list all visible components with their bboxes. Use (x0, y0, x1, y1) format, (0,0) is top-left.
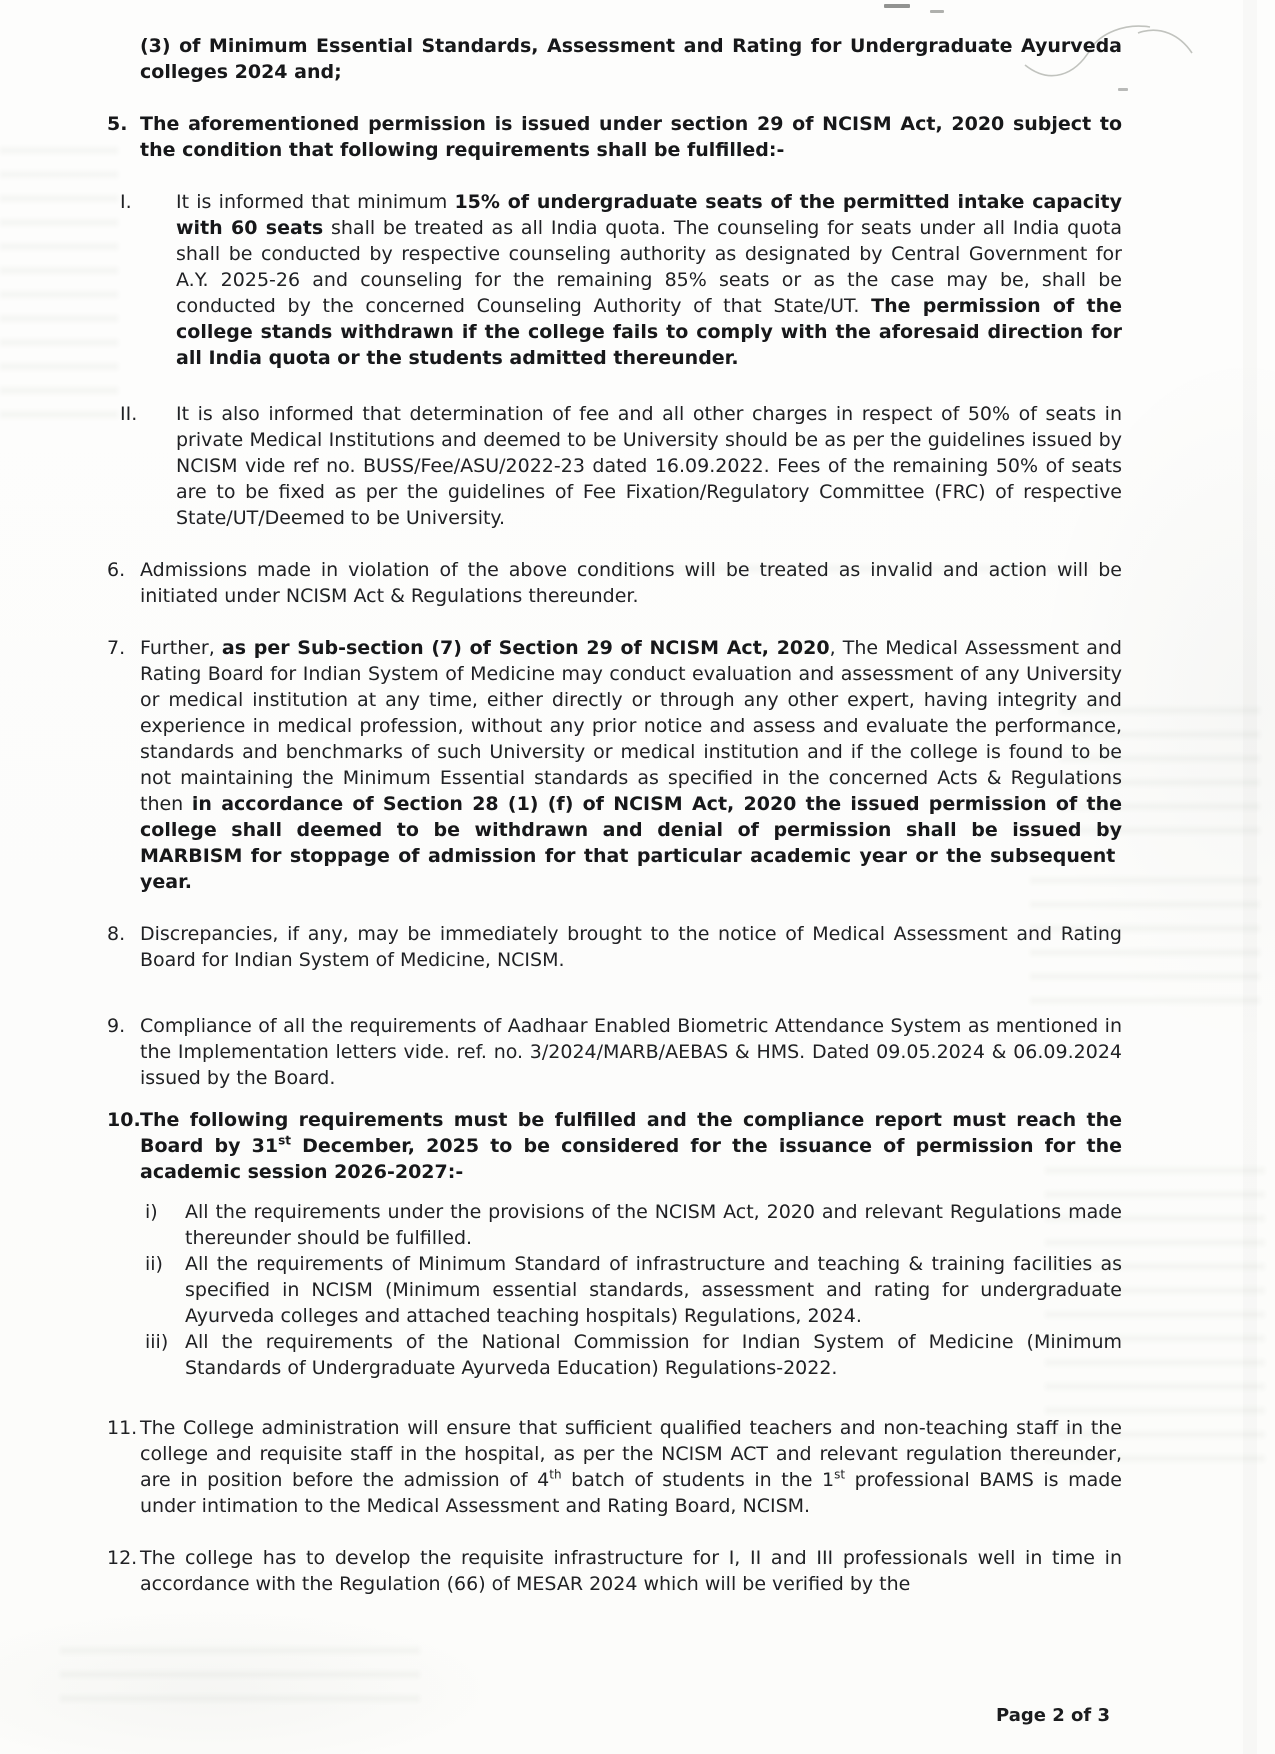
paragraph-text: It is also informed that determination of fee and all other charges in respect of 50% of seats in private Medical Institutions and deemed to be University should be as per the guidelines issued by NCISM vide ref no. BUSS/Fee/ASU/2022-23 dated 16.09.2022. Fees of the remaining 50% of seats are to be fixed as per the guidelines of Fee Fixation/Regulatory Committee (FRC) of respective State/UT/Deemed to be University. (176, 403, 1122, 529)
list-marker: 11. (107, 1417, 138, 1439)
paragraph-text: The aforementioned permission is issued under section 29 of NCISM Act, 2020 subject to the condition that following requirements shall be fulfilled:- (140, 113, 1122, 161)
list-marker: ii) (145, 1253, 163, 1275)
paragraph (107, 635, 1122, 895)
paragraph (107, 1329, 1122, 1381)
list-marker: 6. (107, 559, 126, 581)
list-marker: II. (120, 403, 138, 425)
paragraph (107, 1545, 1122, 1597)
list-marker: 8. (107, 923, 126, 945)
list-marker: iii) (145, 1331, 169, 1353)
paragraph (107, 1107, 1122, 1185)
paragraph-text: All the requirements of the National Commission for Indian System of Medicine (Minimum Standards of Undergraduate Ayurveda Education) Regulations-2022. (185, 1331, 1122, 1379)
paragraph (107, 1199, 1122, 1251)
scan-speck (884, 4, 910, 8)
bleed-through-artifact (60, 1630, 420, 1710)
paragraph-text: It is informed that minimum 15% of undergraduate seats of the permitted intake capacity with 60 seats shall be treated as all India quota. The counseling for seats under all India quota shall be conducted by respective counseling authority as designated by Central Government for A.Y. 2025-26 and counseling for the remaining 85% seats or as the case may be, shall be conducted by the concerned Counseling Authority of that State/UT. The permission of the college stands withdrawn if the college fails to comply with the aforesaid direction for all India quota or the students admitted thereunder. (176, 191, 1122, 369)
paragraph (107, 401, 1122, 531)
page-number: Page 2 of 3 (996, 1705, 1110, 1726)
paragraph-text: Admissions made in violation of the above conditions will be treated as invalid and action will be initiated under NCISM Act & Regulations thereunder. (140, 559, 1122, 607)
paragraph (107, 1251, 1122, 1329)
scan-edge-shading (1243, 0, 1257, 1754)
paragraph-text: Further, as per Sub-section (7) of Section 29 of NCISM Act, 2020, The Medical Assessment and Rating Board for Indian System of Medicine may conduct evaluation and assessment of any University or medical institution at any time, either directly or through any other expert, having integrity and experience in medical profession, without any prior notice and assess and evaluate the performance, standards and benchmarks of such University or medical institution and if the college is found to be not maintaining the Minimum Essential standards as specified in the concerned Acts & Regulations then in accordance of Section 28 (1) (f) of NCISM Act, 2020 the issued permission of the college shall deemed to be withdrawn and denial of permission shall be issued by MARBISM for stoppage of admission for that particular academic year or the subsequent year. (140, 637, 1123, 893)
paragraph (107, 33, 1122, 85)
list-marker: 7. (107, 637, 126, 659)
paragraph-text: The College administration will ensure that sufficient qualified teachers and non-teaching staff in the college and requisite staff in the hospital, as per the NCISM ACT and relevant regulation thereunder, are in position before the admission of 4th batch of students in the 1st professional BAMS is made under intimation to the Medical Assessment and Rating Board, NCISM. (140, 1417, 1122, 1517)
paragraph-text: Compliance of all the requirements of Aadhaar Enabled Biometric Attendance System as mentioned in the Implementation letters vide. ref. no. 3/2024/MARB/AEBAS & HMS. Dated 09.05.2024 & 06.09.2024 issued by the Board. (140, 1015, 1122, 1089)
paragraph-text: Discrepancies, if any, may be immediately brought to the notice of Medical Assessment and Rating Board for Indian System of Medicine, NCISM. (140, 923, 1122, 971)
paragraph-text: The following requirements must be fulfilled and the compliance report must reach the Board by 31st December, 2025 to be considered for the issuance of permission for the academic session 2026-2027:- (140, 1109, 1122, 1183)
list-marker: i) (145, 1201, 158, 1223)
paragraph-text: (3) of Minimum Essential Standards, Assessment and Rating for Undergraduate Ayurveda colleges 2024 and; (140, 35, 1122, 83)
list-marker: 12. (107, 1547, 138, 1569)
paragraph (107, 111, 1122, 163)
paragraph (107, 1415, 1122, 1519)
document-body (107, 33, 1122, 1597)
paragraph-text: The college has to develop the requisite infrastructure for I, II and III professionals well in time in accordance with the Regulation (66) of MESAR 2024 which will be verified by the (140, 1547, 1122, 1595)
paragraph-text: All the requirements under the provisions of the NCISM Act, 2020 and relevant Regulations made thereunder should be fulfilled. (185, 1201, 1122, 1249)
list-marker: 5. (107, 113, 128, 135)
scan-speck (930, 10, 944, 13)
list-marker: I. (120, 191, 132, 213)
paragraph-text: All the requirements of Minimum Standard of infrastructure and teaching & training facilities as specified in NCISM (Minimum essential standards, assessment and rating for undergraduate Ayurveda colleges and attached teaching hospitals) Regulations, 2024. (185, 1253, 1122, 1327)
bleed-through-artifact (0, 130, 118, 430)
paragraph (107, 189, 1122, 371)
paragraph (107, 557, 1122, 609)
list-marker: 10. (107, 1109, 141, 1131)
list-marker: 9. (107, 1015, 126, 1037)
paragraph (107, 1013, 1122, 1091)
paragraph (107, 921, 1122, 973)
